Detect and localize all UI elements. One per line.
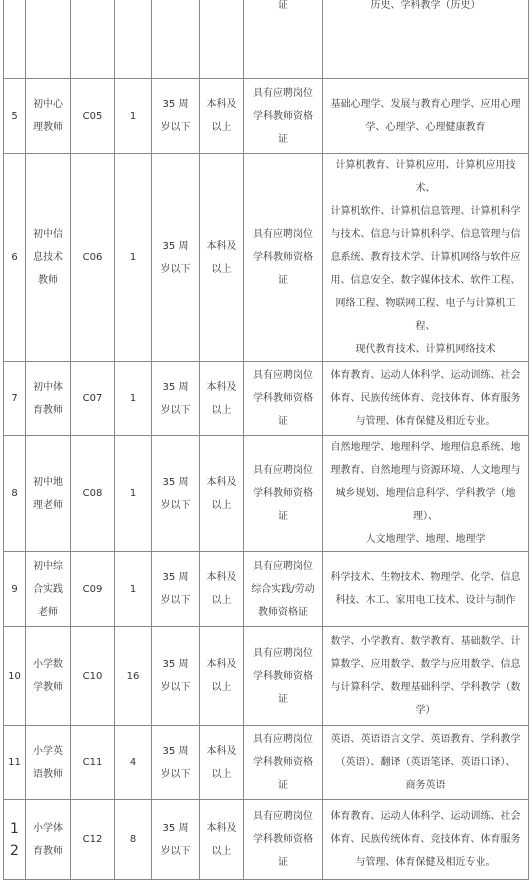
certificate-cell: 具有应聘岗位 学科教师资格 证	[244, 79, 323, 154]
education-cell: 本科及 以上	[200, 552, 244, 627]
code-cell: C08	[71, 436, 115, 552]
position-cell: 初中地 理老师	[26, 436, 71, 552]
table-row	[4, 552, 529, 627]
education-cell: 本科及 以上	[200, 726, 244, 800]
count-cell: 16	[115, 627, 152, 726]
position-cell: 小学数 学教师	[26, 627, 71, 726]
count-cell: 1	[115, 154, 152, 362]
position-cell: 初中信 息技术 教师	[26, 154, 71, 362]
count-cell: 1	[115, 436, 152, 552]
education-cell: 本科及 以上	[200, 627, 244, 726]
sequence-cell	[4, 0, 26, 79]
education-cell	[200, 0, 244, 79]
age-cell: 35 周 岁以下	[152, 436, 200, 552]
major-cell: 科学技术、生物技术、物理学、化学、信息 科技、木工、家用电工技术、设计与制作	[323, 552, 529, 627]
position-cell	[26, 0, 71, 79]
major-cell: 英语、英语语言文学、英语教育、学科教学 （英语）、翻译（英语笔译、英语口译）、 商务英语	[323, 726, 529, 800]
education-cell: 本科及 以上	[200, 154, 244, 362]
code-cell: C05	[71, 79, 115, 154]
major-cell: 基础心理学、发展与教育心理学、应用心理 学、心理学、心理健康教育	[323, 79, 529, 154]
sequence-cell: 1 2	[4, 800, 26, 880]
count-cell	[115, 0, 152, 79]
sequence-cell: 11	[4, 726, 26, 800]
position-cell: 初中综 合实践 老师	[26, 552, 71, 627]
sequence-cell: 5	[4, 79, 26, 154]
education-cell: 本科及 以上	[200, 800, 244, 880]
position-cell: 初中心 理教师	[26, 79, 71, 154]
count-cell: 4	[115, 726, 152, 800]
certificate-cell: 具有应聘岗位 学科教师资格 证	[244, 726, 323, 800]
age-cell	[152, 0, 200, 79]
certificate-cell: 具有应聘岗位 学科教师资格 证	[244, 627, 323, 726]
table-row	[4, 627, 529, 726]
major-cell: 体育教育、运动人体科学、运动训练、社会 体育、民族传统体育、竞技体育、体育服务 与管理、体育保健及相近专业。	[323, 800, 529, 880]
age-cell: 35 周 岁以下	[152, 726, 200, 800]
table-row	[4, 0, 529, 79]
education-cell: 本科及 以上	[200, 436, 244, 552]
count-cell: 8	[115, 800, 152, 880]
certificate-cell: 具有应聘岗位 学科教师资格 证	[244, 362, 323, 436]
code-cell: C11	[71, 726, 115, 800]
major-cell: 自然地理学、地理科学、地理信息系统、地 理教育、自然地理与资源环境、人文地理与 城乡规划、地理信息科学、学科教学（地理）、 人文地理学、地理、地理学	[323, 436, 529, 552]
position-cell: 小学体 育教师	[26, 800, 71, 880]
age-cell: 35 周 岁以下	[152, 627, 200, 726]
certificate-cell: 具有应聘岗位 学科教师资格 证	[244, 800, 323, 880]
code-cell: C10	[71, 627, 115, 726]
major-cell: 计算机教育、计算机应用、计算机应用技术、 计算机软件、计算机信息管理、计算机科学 与技术、信息与计算机科学、信息管理与信 息系统、教育技术学、计算机网络与软件应 用、信息安全、数字媒体技术、软件工程、 网络工程、物联网工程、电子与计算机工程、 现代教育技术、计算机网络技术	[323, 154, 529, 362]
code-cell: C12	[71, 800, 115, 880]
age-cell: 35 周 岁以下	[152, 552, 200, 627]
certificate-cell: 具有应聘岗位 学科教师资格 证	[244, 436, 323, 552]
age-cell: 35 周 岁以下	[152, 79, 200, 154]
sequence-cell: 7	[4, 362, 26, 436]
position-cell: 初中体 育教师	[26, 362, 71, 436]
education-cell: 本科及 以上	[200, 362, 244, 436]
table-row	[4, 154, 529, 362]
recruitment-table	[3, 0, 529, 880]
position-cell: 小学英 语教师	[26, 726, 71, 800]
major-cell: 数学、小学教育、数学教育、基础数学、计 算数学、应用数学、数学与应用数学、信息 与计算科学、数理基础科学、学科教学（数 学）	[323, 627, 529, 726]
code-cell: C06	[71, 154, 115, 362]
age-cell: 35 周 岁以下	[152, 154, 200, 362]
sequence-cell: 8	[4, 436, 26, 552]
table-row	[4, 79, 529, 154]
age-cell: 35 周 岁以下	[152, 800, 200, 880]
sequence-cell: 9	[4, 552, 26, 627]
major-cell: 历史、学科教学（历史）	[323, 0, 529, 79]
count-cell: 1	[115, 552, 152, 627]
age-cell: 35 周 岁以下	[152, 362, 200, 436]
certificate-cell: 证	[244, 0, 323, 79]
code-cell: C09	[71, 552, 115, 627]
code-cell	[71, 0, 115, 79]
major-cell: 体育教育、运动人体科学、运动训练、社会 体育、民族传统体育、竞技体育、体育服务 与管理、体育保健及相近专业。	[323, 362, 529, 436]
count-cell: 1	[115, 79, 152, 154]
table-row	[4, 362, 529, 436]
sequence-cell: 10	[4, 627, 26, 726]
education-cell: 本科及 以上	[200, 79, 244, 154]
code-cell: C07	[71, 362, 115, 436]
table-row	[4, 800, 529, 880]
table-row	[4, 726, 529, 800]
certificate-cell: 具有应聘岗位 学科教师资格 证	[244, 154, 323, 362]
count-cell: 1	[115, 362, 152, 436]
table-row	[4, 436, 529, 552]
certificate-cell: 具有应聘岗位 综合实践/劳动 教师资格证	[244, 552, 323, 627]
sequence-cell: 6	[4, 154, 26, 362]
